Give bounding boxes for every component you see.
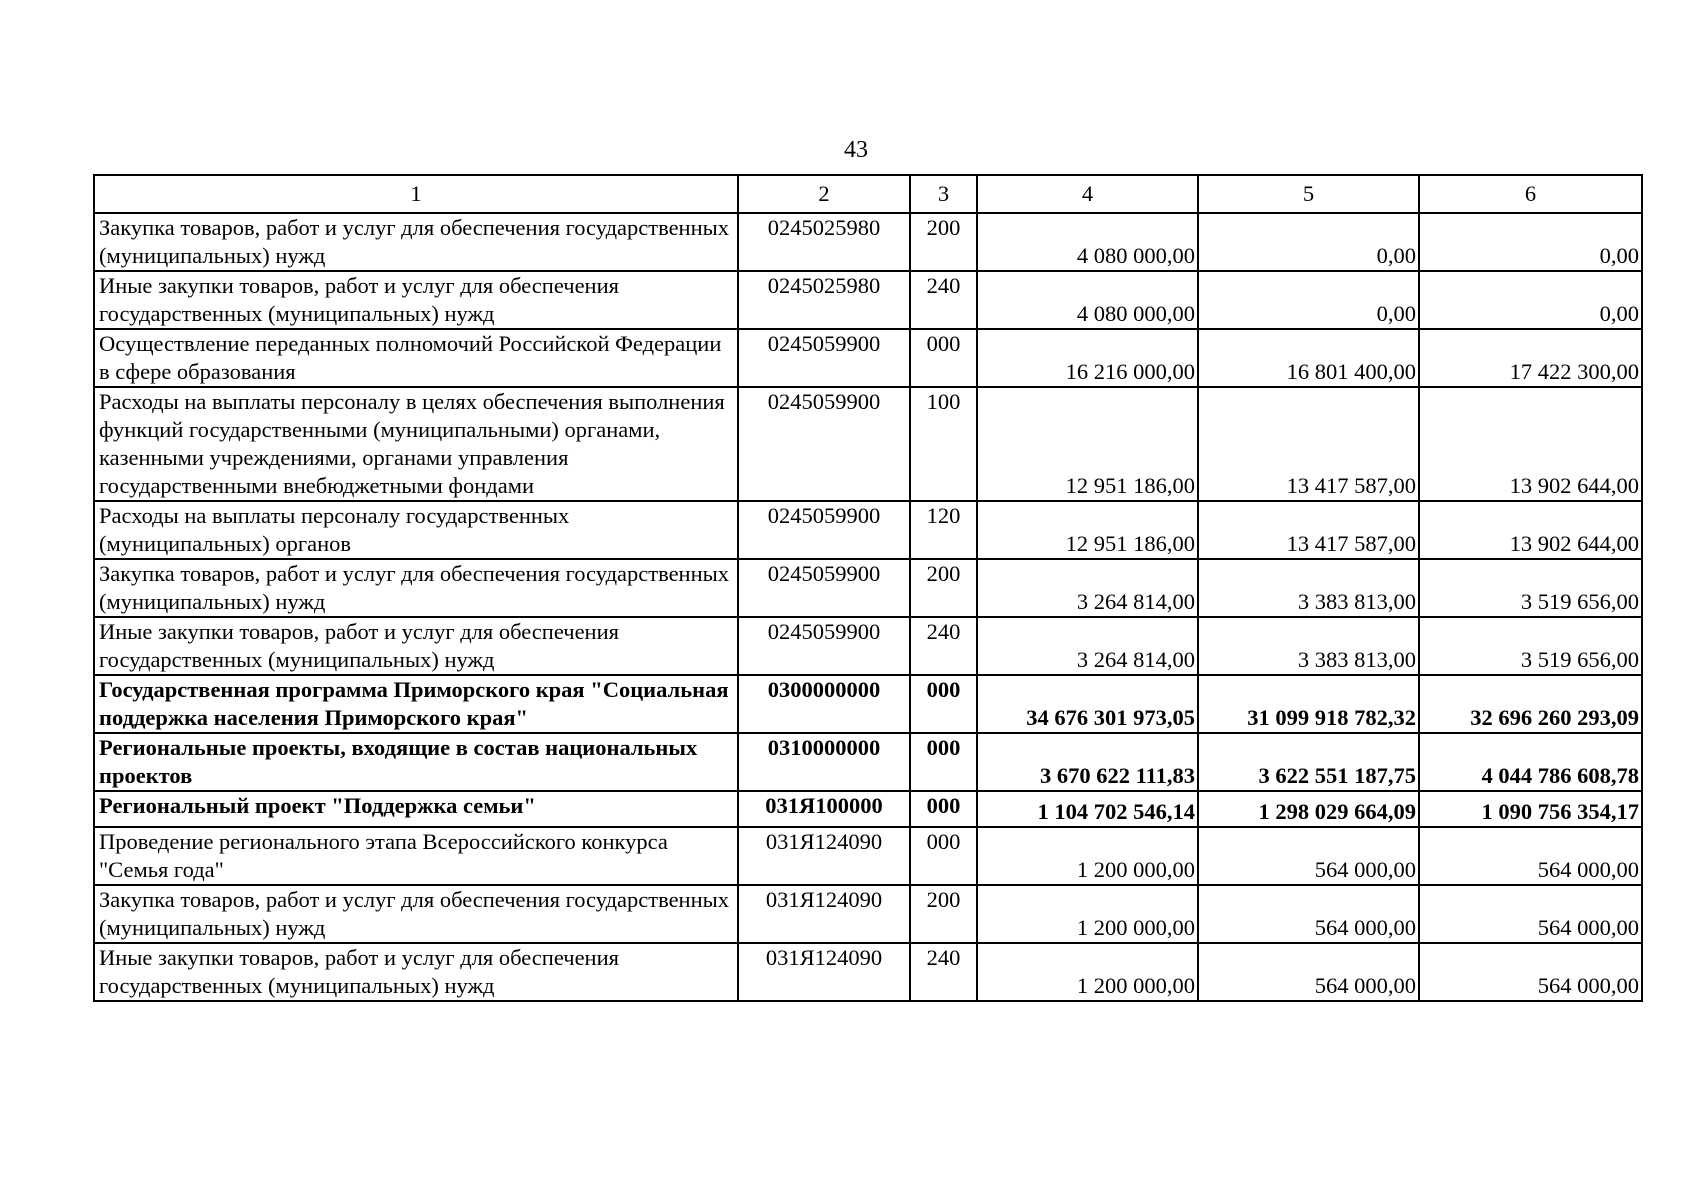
header-row — [94, 175, 1642, 213]
item-name-cell: Осуществление переданных полномочий Российской Федерации в сфере образования — [94, 329, 738, 387]
expense-type-cell: 200 — [910, 885, 977, 943]
table-row — [94, 791, 1642, 827]
budget-table — [93, 174, 1643, 1002]
amount-col6-cell: 564 000,00 — [1419, 827, 1642, 885]
table-row — [94, 559, 1642, 617]
target-code-cell: 0245059900 — [738, 329, 910, 387]
amount-col5-cell: 16 801 400,00 — [1198, 329, 1419, 387]
amount-col4-cell: 1 200 000,00 — [977, 943, 1198, 1001]
amount-col4-cell: 12 951 186,00 — [977, 387, 1198, 501]
item-name-cell: Проведение регионального этапа Всероссийского конкурса "Семья года" — [94, 827, 738, 885]
target-code-cell: 031Я124090 — [738, 827, 910, 885]
amount-col6-cell: 1 090 756 354,17 — [1419, 791, 1642, 827]
amount-col5-cell: 3 383 813,00 — [1198, 617, 1419, 675]
item-name-cell: Региональный проект "Поддержка семьи" — [94, 791, 738, 827]
column-header: 5 — [1198, 175, 1419, 213]
amount-col4-cell: 1 200 000,00 — [977, 827, 1198, 885]
amount-col5-cell: 3 622 551 187,75 — [1198, 733, 1419, 791]
column-header: 2 — [738, 175, 910, 213]
target-code-cell: 0245025980 — [738, 271, 910, 329]
expense-type-cell: 120 — [910, 501, 977, 559]
amount-col6-cell: 3 519 656,00 — [1419, 559, 1642, 617]
amount-col5-cell: 0,00 — [1198, 271, 1419, 329]
expense-type-cell: 000 — [910, 827, 977, 885]
amount-col4-cell: 16 216 000,00 — [977, 329, 1198, 387]
amount-col4-cell: 3 670 622 111,83 — [977, 733, 1198, 791]
table-row — [94, 213, 1642, 271]
expense-type-cell: 240 — [910, 617, 977, 675]
amount-col4-cell: 3 264 814,00 — [977, 617, 1198, 675]
target-code-cell: 031Я124090 — [738, 885, 910, 943]
column-header: 4 — [977, 175, 1198, 213]
table-row — [94, 329, 1642, 387]
item-name-cell: Расходы на выплаты персоналу государственных (муниципальных) органов — [94, 501, 738, 559]
column-header: 1 — [94, 175, 738, 213]
item-name-cell: Государственная программа Приморского края "Социальная поддержка населения Приморского края" — [94, 675, 738, 733]
amount-col6-cell: 32 696 260 293,09 — [1419, 675, 1642, 733]
target-code-cell: 0300000000 — [738, 675, 910, 733]
amount-col5-cell: 564 000,00 — [1198, 885, 1419, 943]
table-row — [94, 675, 1642, 733]
expense-type-cell: 240 — [910, 943, 977, 1001]
item-name-cell: Закупка товаров, работ и услуг для обеспечения государственных (муниципальных) нужд — [94, 213, 738, 271]
table-row — [94, 271, 1642, 329]
item-name-cell: Региональные проекты, входящие в состав национальных проектов — [94, 733, 738, 791]
expense-type-cell: 000 — [910, 733, 977, 791]
target-code-cell: 0310000000 — [738, 733, 910, 791]
amount-col6-cell: 17 422 300,00 — [1419, 329, 1642, 387]
table-row — [94, 827, 1642, 885]
target-code-cell: 0245059900 — [738, 617, 910, 675]
amount-col4-cell: 4 080 000,00 — [977, 271, 1198, 329]
expense-type-cell: 000 — [910, 791, 977, 827]
amount-col4-cell: 1 104 702 546,14 — [977, 791, 1198, 827]
table-row — [94, 617, 1642, 675]
target-code-cell: 0245059900 — [738, 501, 910, 559]
amount-col5-cell: 0,00 — [1198, 213, 1419, 271]
item-name-cell: Расходы на выплаты персоналу в целях обеспечения выполнения функций государственными (муниципальными) органами, казенными учреждениями, органами управления государственными внебюджетными фондами — [94, 387, 738, 501]
table-body — [94, 213, 1642, 1001]
column-header: 6 — [1419, 175, 1642, 213]
amount-col5-cell: 13 417 587,00 — [1198, 501, 1419, 559]
item-name-cell: Иные закупки товаров, работ и услуг для обеспечения государственных (муниципальных) нужд — [94, 943, 738, 1001]
page-number: 43 — [844, 137, 868, 163]
column-header: 3 — [910, 175, 977, 213]
amount-col4-cell: 12 951 186,00 — [977, 501, 1198, 559]
target-code-cell: 0245059900 — [738, 559, 910, 617]
expense-type-cell: 000 — [910, 675, 977, 733]
expense-type-cell: 200 — [910, 559, 977, 617]
table-row — [94, 733, 1642, 791]
amount-col6-cell: 13 902 644,00 — [1419, 387, 1642, 501]
amount-col6-cell: 13 902 644,00 — [1419, 501, 1642, 559]
amount-col4-cell: 1 200 000,00 — [977, 885, 1198, 943]
target-code-cell: 031Я124090 — [738, 943, 910, 1001]
amount-col6-cell: 564 000,00 — [1419, 885, 1642, 943]
amount-col4-cell: 4 080 000,00 — [977, 213, 1198, 271]
expense-type-cell: 240 — [910, 271, 977, 329]
table-row — [94, 501, 1642, 559]
amount-col6-cell: 3 519 656,00 — [1419, 617, 1642, 675]
target-code-cell: 031Я100000 — [738, 791, 910, 827]
amount-col4-cell: 34 676 301 973,05 — [977, 675, 1198, 733]
amount-col5-cell: 3 383 813,00 — [1198, 559, 1419, 617]
amount-col5-cell: 1 298 029 664,09 — [1198, 791, 1419, 827]
expense-type-cell: 200 — [910, 213, 977, 271]
table-row — [94, 885, 1642, 943]
target-code-cell: 0245059900 — [738, 387, 910, 501]
target-code-cell: 0245025980 — [738, 213, 910, 271]
table-row — [94, 943, 1642, 1001]
amount-col6-cell: 0,00 — [1419, 271, 1642, 329]
amount-col6-cell: 564 000,00 — [1419, 943, 1642, 1001]
amount-col6-cell: 4 044 786 608,78 — [1419, 733, 1642, 791]
amount-col4-cell: 3 264 814,00 — [977, 559, 1198, 617]
amount-col5-cell: 13 417 587,00 — [1198, 387, 1419, 501]
amount-col6-cell: 0,00 — [1419, 213, 1642, 271]
table-row — [94, 387, 1642, 501]
item-name-cell: Закупка товаров, работ и услуг для обеспечения государственных (муниципальных) нужд — [94, 559, 738, 617]
expense-type-cell: 000 — [910, 329, 977, 387]
expense-type-cell: 100 — [910, 387, 977, 501]
amount-col5-cell: 564 000,00 — [1198, 827, 1419, 885]
amount-col5-cell: 564 000,00 — [1198, 943, 1419, 1001]
item-name-cell: Иные закупки товаров, работ и услуг для обеспечения государственных (муниципальных) нужд — [94, 617, 738, 675]
amount-col5-cell: 31 099 918 782,32 — [1198, 675, 1419, 733]
item-name-cell: Закупка товаров, работ и услуг для обеспечения государственных (муниципальных) нужд — [94, 885, 738, 943]
item-name-cell: Иные закупки товаров, работ и услуг для обеспечения государственных (муниципальных) нужд — [94, 271, 738, 329]
